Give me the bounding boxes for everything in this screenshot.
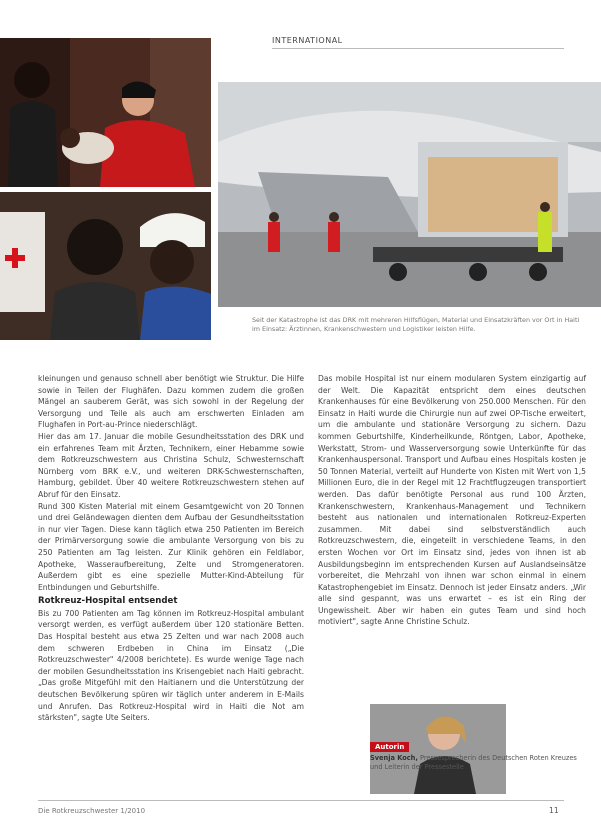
paragraph: Das mobile Hospital ist nur einem modularen System einzigartig auf der Welt. Die Kapazität entspricht dem eines deutschen Krankenhauses für eine Bevölkerung von 250.000 Menschen. Für den Einsatz in Haiti wurde die Chirurgie nun auf zwei OP-Tische erweitert, um die ambulante und stationäre Versorgung zu sichern. Dazu kommen Geburtshilfe, Kinderheilkunde, Röntgen, Labor, Apotheke, Werkstatt, Strom- und Wasserversorgung sowie Unterkünfte für das Krankenhauspersonal. Transport und Aufbau eines Hospitals kosten je 50 Tonnen Material, verteilt auf Hunderte von Kisten mit Wert von 1,5 Millionen Euro, die in der Regel mit 12 Frachtflugzeugen transportiert werden. Das dafür benötigte Personal aus rund 100 Ärzten, Krankenschwestern, Krankenhaus-Management und Technikern besteht aus nationalen und internationalen Rotkreuz-Experten zusammen. Mit dabei sind selbstverständlich auch Rotkreuzschwestern, die, eingeteilt in verschiedene Teams, in den ersten Wochen vor Ort im Einsatz sind, jedes von ihnen ist ab Ausbildungsbeginn im entsprechenden Kursen auf Auslandseinsätze vorbereitet, die Mehrzahl von ihnen war schon einmal in einem Katastrophengebiet im Einsatz. Dennoch ist jeder Einsatz anders. „Wir alle sind gespannt, was uns erwartet – es ist ein Ring der Ungewissheit. Aber wir haben ein gutes Team und sind hoch motiviert", sagte Anne Christine Schulz.: [318, 374, 586, 627]
article-column-right: [318, 373, 586, 628]
author-role: Pressesprecherin des Deutschen Roten Kreuzes und Leiterin der Pressestelle: [370, 754, 577, 771]
photo-nurse-with-child: [0, 38, 211, 187]
footer-divider: [38, 800, 564, 801]
photo-cargo-plane-unloading: [218, 82, 601, 307]
author-badge: Autorin: [370, 742, 409, 752]
footer-publication: Die Rotkreuzschwester 1/2010: [38, 807, 146, 815]
page-number: 11: [549, 806, 559, 815]
article-column-left: [38, 373, 304, 724]
author-name: Svenja Koch,: [370, 754, 418, 762]
paragraph: Rund 300 Kisten Material mit einem Gesamtgewicht von 20 Tonnen und drei Geländewagen dienten dem Aufbau der Gesundheitsstation in nur vier Tagen. Diese kann täglich etwa 250 Patienten im Bereich der Primärversorgung sowie die ambulante Versorgung von bis zu 250 Patienten am Tag leisten. Zur Klinik gehören ein Feldlabor, Apotheke, Wasseraufbereitung, Zelte und Stromgeneratoren. Außerdem gibt es eine spezielle Mutter-Kind-Abteilung für Entbindungen und Geburtshilfe.: [38, 501, 304, 592]
section-divider: [272, 48, 564, 49]
paragraph: Hier das am 17. Januar die mobile Gesundheitsstation des DRK und ein erfahrenes Team mit Ärzten, Technikern, einer Hebamme sowie dem Rotkreuzschwestern aus Christina Schulz, Schwesternschaft Nürnberg vom BRK e.V., und weiteren DRK-Schwesternschaften, Hamburg, gebildet. Über 40 weitere Rotkreuzschwestern stehen auf Abruf für den Einsatz.: [38, 431, 304, 499]
subheading: Rotkreuz-Hospital entsendet: [38, 596, 178, 607]
photo-caption: Seit der Katastrophe ist das DRK mit mehreren Hilfsflügen, Material und Einsatzkräften vor Ort in Haiti im Einsatz: Ärztinnen, Krankenschwestern und Logistiker leisten Hilfe.: [252, 316, 580, 333]
photo-patient-and-helper: [0, 192, 211, 340]
author-info: [370, 754, 580, 771]
paragraph: Bis zu 700 Patienten am Tag können im Rotkreuz-Hospital ambulant versorgt werden, es verfügt außerdem über 120 stationäre Betten. Das Hospital besteht aus etwa 25 Zelten und war nach 2008 auch dem schweren Erdbeben in China im Einsatz („Die Rotkreuzschwester" 4/2008 berichtete). Es wurde wenige Tage nach der mobilen Gesundheitsstation ins Krisengebiet nach Haiti gebracht. „Das große Mitgefühl mit den Haitianern und die Unterstützung der deutschen Bevölkerung spüren wir täglich unter anderem in E-Mails und Anrufen. Das Rotkreuz-Hospital wird in Haiti die Not am stärksten", sagte Ute Seiters.: [38, 608, 304, 723]
section-label: INTERNATIONAL: [272, 36, 343, 45]
paragraph: kleinungen und genauso schnell aber benötigt wie Struktur. Die Hilfe sowie in Teilen der Flughäfen. Dazu kommen zudem die großen Mängel an sauberem Gerät, was sich sowohl in der Regelung der Versorgung und Teile als auch am erschwerten Einladen am Flughafen in Port-au-Prince niederschlägt.: [38, 374, 304, 430]
